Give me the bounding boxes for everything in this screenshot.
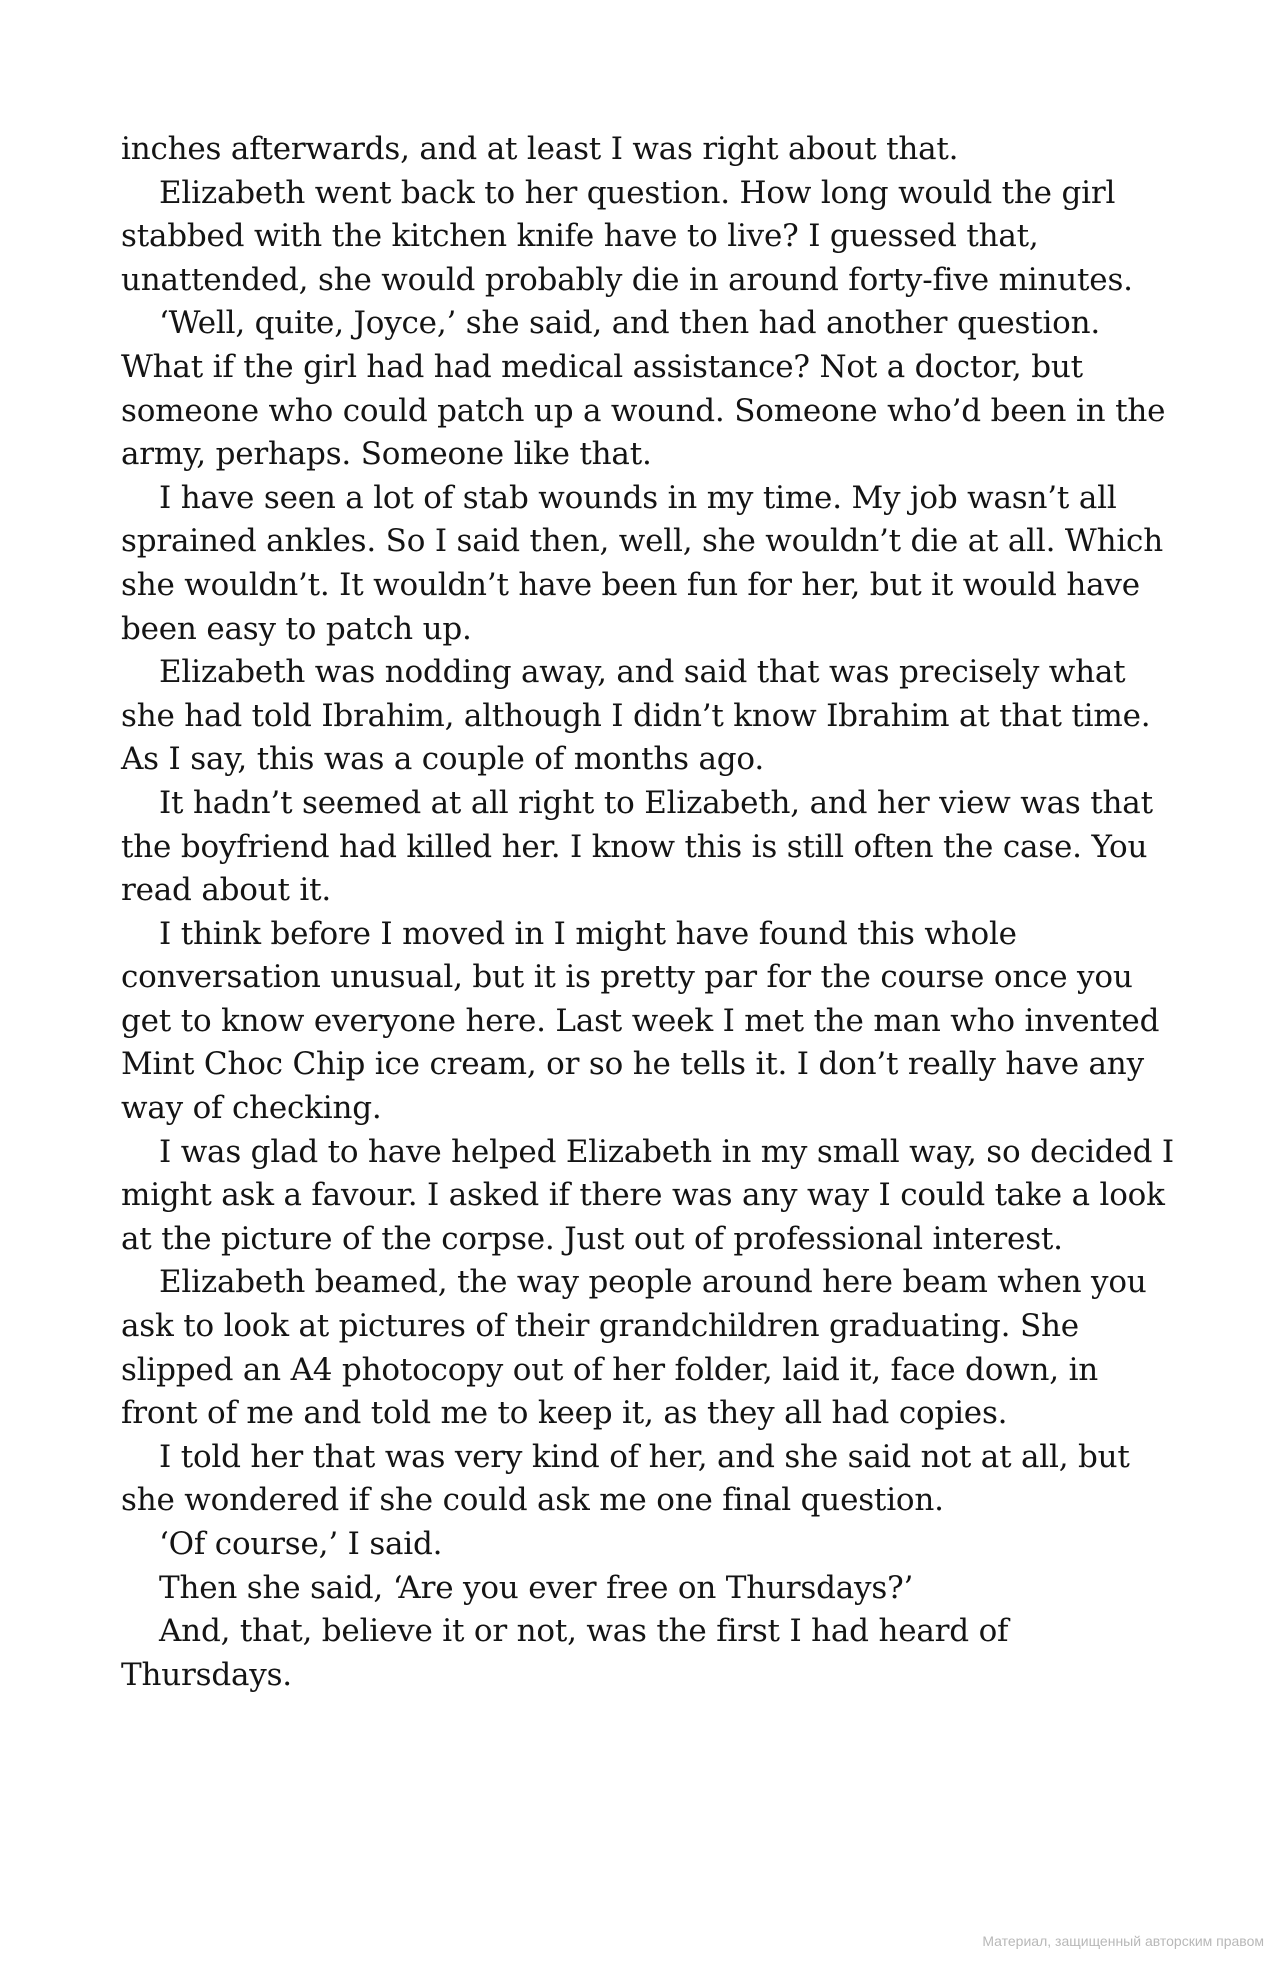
text-line: What if the girl had had medical assistance? Not a doctor, but	[121, 348, 1083, 385]
text-line: get to know everyone here. Last week I met the man who invented	[121, 1002, 1160, 1039]
text-line: at the picture of the corpse. Just out of professional interest.	[121, 1220, 1063, 1257]
text-line: might ask a favour. I asked if there was any way I could take a look	[121, 1177, 1165, 1214]
text-line: read about it.	[121, 872, 332, 909]
text-line: ‘Well, quite, Joyce,’ she said, and then had another question.	[159, 305, 1101, 342]
text-line: And, that, believe it or not, was the first I had heard of	[159, 1613, 1009, 1650]
text-line: As I say, this was a couple of months ago.	[121, 741, 765, 778]
text-line: inches afterwards, and at least I was right about that.	[121, 131, 959, 167]
text-line: sprained ankles. So I said then, well, she wouldn’t die at all. Which	[121, 523, 1163, 560]
text-line: she wondered if she could ask me one final question.	[121, 1482, 944, 1519]
text-line: ask to look at pictures of their grandchildren graduating. She	[121, 1308, 1079, 1345]
text-line: someone who could patch up a wound. Someone who’d been in the	[121, 392, 1166, 429]
text-line: Mint Choc Chip ice cream, or so he tells it. I don’t really have any	[121, 1046, 1144, 1083]
text-line: It hadn’t seemed at all right to Elizabeth, and her view was that	[159, 784, 1153, 821]
text-line: I was glad to have helped Elizabeth in my small way, so decided I	[159, 1133, 1174, 1170]
text-line: been easy to patch up.	[121, 610, 472, 647]
text-line: way of checking.	[121, 1090, 382, 1127]
text-line: stabbed with the kitchen knife have to live? I guessed that,	[121, 218, 1039, 255]
text-line: I think before I moved in I might have found this whole	[159, 915, 1017, 952]
text-line: Then she said, ‘Are you ever free on Thursdays?’	[159, 1569, 914, 1606]
body-text	[121, 128, 1181, 1697]
copyright-watermark: Материал, защищенный авторским правом	[982, 1933, 1264, 1949]
text-line: conversation unusual, but it is pretty par for the course once you	[121, 959, 1133, 996]
text-line: she had told Ibrahim, although I didn’t know Ibrahim at that time.	[121, 697, 1151, 734]
text-line: slipped an A4 photocopy out of her folder, laid it, face down, in	[121, 1351, 1099, 1388]
text-line: Elizabeth went back to her question. How long would the girl	[159, 174, 1116, 211]
text-line: I told her that was very kind of her, and she said not at all, but	[159, 1438, 1130, 1475]
text-line: front of me and told me to keep it, as they all had copies.	[121, 1395, 1008, 1432]
text-line: ‘Of course,’ I said.	[159, 1526, 443, 1562]
text-line: unattended, she would probably die in around forty-five minutes.	[121, 261, 1133, 298]
text-line: the boyfriend had killed her. I know this is still often the case. You	[121, 828, 1148, 865]
text-line: Thursdays.	[121, 1656, 292, 1693]
text-line: Elizabeth beamed, the way people around here beam when you	[159, 1264, 1147, 1301]
text-line: I have seen a lot of stab wounds in my time. My job wasn’t all	[159, 479, 1117, 516]
text-line: Elizabeth was nodding away, and said that was precisely what	[159, 654, 1126, 691]
text-line: she wouldn’t. It wouldn’t have been fun for her, but it would have	[121, 566, 1140, 603]
text-line: army, perhaps. Someone like that.	[121, 436, 652, 473]
